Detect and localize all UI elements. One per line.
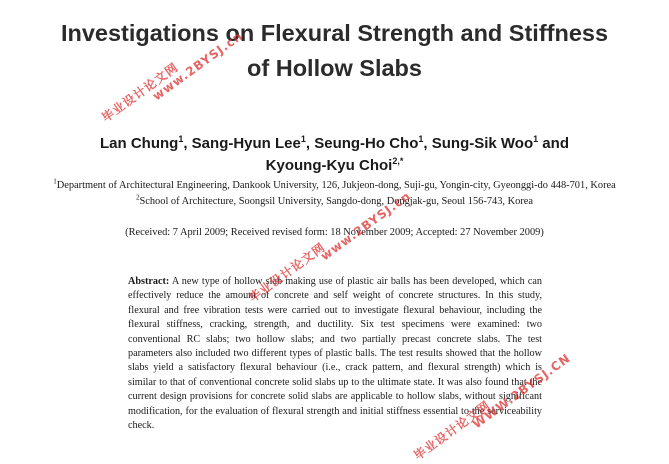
- title-line-1: Investigations on Flexural Strength and Stiffness: [60, 20, 609, 46]
- author-name: , Sang-Hyun Lee: [183, 135, 301, 152]
- affiliation-mark: 2: [135, 193, 140, 202]
- author-name: Kyoung-Kyu Choi: [265, 157, 393, 174]
- watermark-url: WWW.2BYSJ.CN: [470, 351, 574, 432]
- author-name: Lan Chung: [100, 135, 179, 152]
- abstract-text: A new type of hollow slab making use of plastic air balls has been developed, which can effectively reduce the amount of concrete and self weight of concrete structures. In this study, flexural and free vibration tests were carried out to investigate flexural behaviour, including the flexural stiffness, cracking, strength, and ductility. Six test specimens were examined: two conventional RC slabs; two hollow slabs; and two partially precast concrete slabs. The test parameters also included two different types of plastic balls. The test results showed that the hollow slabs yield a satisfactory flexural behaviour (i.e., crack pattern, and flexural strength) which is similar to that of conventional concrete solid slabs up to the ultimate state. It was also found that the current design provisions for concrete solid slabs are applicable to hollow slabs, without significant modification, for the evaluation of flexural strength and initial stiffness essential to the serviceability check.: [128, 276, 542, 432]
- affiliation-text: Department of Architectural Engineering, Dankook University, 126, Jukjeon-dong, Suji-gu, Yongin-city, Gyeonggi-do 448-701, Korea: [56, 180, 616, 191]
- author-affiliation-mark: 1: [418, 134, 424, 144]
- author-affiliation-mark: 1: [300, 134, 306, 144]
- affiliation-2: [0, 194, 669, 210]
- author-line-1: [0, 133, 669, 155]
- paper-title: [0, 16, 669, 86]
- affiliation-text: School of Architecture, Soongsil University, Sangdo-dong, Dongjak-gu, Seoul 156-743, Korea: [139, 196, 534, 207]
- author-name: , Sung-Sik Woo: [423, 135, 534, 152]
- watermark-cn: 毕业设计论文网: [99, 60, 182, 125]
- author-conjunction: and: [538, 135, 569, 152]
- received-dates: (Received: 7 April 2009; Received revised form: 18 November 2009; Accepted: 27 November 2009): [125, 227, 544, 238]
- affiliation-mark: 1: [53, 177, 57, 186]
- watermark-url: www.2BYSJ.cn: [150, 28, 246, 104]
- affiliation-1: [0, 178, 669, 194]
- author-affiliation-mark: 1: [533, 134, 539, 144]
- abstract: [128, 275, 542, 433]
- watermark-cn: 毕业设计论文网: [411, 398, 494, 463]
- author-line-2: [0, 155, 669, 177]
- watermark-cn: 毕业设计论文网: [246, 240, 329, 305]
- author-list: [0, 133, 669, 177]
- watermark-url: www.2BYSJ.cn: [318, 188, 414, 264]
- author-affiliation-mark: 2,*: [392, 156, 404, 166]
- title-line-2: of Hollow Slabs: [247, 55, 422, 81]
- author-affiliation-mark: 1: [178, 134, 184, 144]
- abstract-label: Abstract:: [128, 276, 170, 287]
- author-name: , Seung-Ho Cho: [305, 135, 419, 152]
